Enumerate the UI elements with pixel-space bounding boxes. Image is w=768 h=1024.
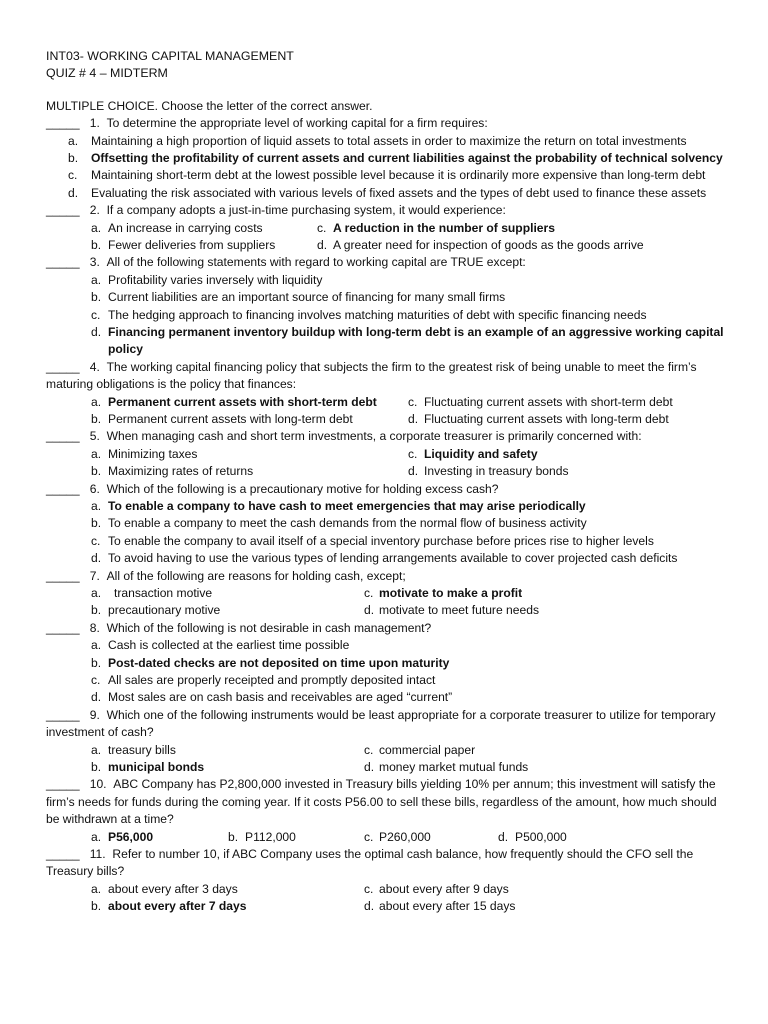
answer-blank[interactable]: _____: [46, 707, 80, 722]
question-11: [46, 846, 726, 881]
q2-options-row-1: [46, 220, 726, 237]
option-text: Permanent current assets with long-term debt: [108, 412, 353, 427]
q3-option-a: [46, 272, 726, 289]
question-text: Refer to number 10, if ABC Company uses the optimal cash balance, how frequently should the CFO sell the Treasury bills?: [46, 846, 694, 879]
option-letter: d.: [91, 551, 102, 566]
option-text: Maintaining a high proportion of liquid assets to total assets in order to maximize the return on total investments: [91, 133, 687, 148]
option-letter: b.: [91, 655, 102, 670]
answer-blank[interactable]: _____: [46, 620, 80, 635]
option-text: To enable a company to have cash to meet emergencies that may arise periodically: [108, 499, 586, 514]
answer-blank[interactable]: _____: [46, 429, 80, 444]
q7-options-row-1: [46, 585, 726, 602]
option-letter: c.: [408, 394, 418, 409]
option-text: Most sales are on cash basis and receivables are aged “current”: [108, 690, 453, 705]
option-text: about every after 7 days: [108, 899, 247, 914]
question-number: 11.: [89, 846, 106, 861]
quiz-title: QUIZ # 4 – MIDTERM: [46, 66, 168, 81]
option-text: money market mutual funds: [379, 759, 529, 774]
option-letter: a.: [91, 585, 102, 600]
instructions: MULTIPLE CHOICE. Choose the letter of the correct answer.: [46, 98, 373, 113]
question-number: 7.: [89, 568, 100, 583]
option-letter: a.: [91, 742, 102, 757]
option-text: treasury bills: [108, 742, 176, 757]
option-text: Investing in treasury bonds: [424, 464, 569, 479]
option-text: Fluctuating current assets with long-term debt: [424, 412, 669, 427]
q3-option-d: [46, 324, 726, 359]
q8-option-c: [46, 672, 726, 689]
q7-options-row-2: [46, 602, 726, 619]
option-text: P56,000: [108, 829, 154, 844]
question-2: [46, 202, 726, 219]
q6-option-a: [46, 498, 726, 515]
option-letter: a.: [91, 499, 102, 514]
option-letter: b.: [91, 464, 102, 479]
question-text: To determine the appropriate level of working capital for a firm requires:: [106, 116, 488, 131]
q11-options-row-1: [46, 881, 726, 898]
option-letter: b.: [91, 290, 102, 305]
option-letter: b.: [91, 516, 102, 531]
q9-options-row-2: [46, 759, 726, 776]
question-7: [46, 568, 726, 585]
option-letter: d.: [91, 690, 102, 705]
question-1: [46, 115, 726, 132]
option-letter: d.: [364, 899, 375, 914]
option-text: Fewer deliveries from suppliers: [108, 238, 276, 253]
option-letter: a.: [91, 272, 102, 287]
question-number: 6.: [89, 481, 100, 496]
option-text: A greater need for inspection of goods as the goods arrive: [333, 238, 644, 253]
option-text: To avoid having to use the various types of lending arrangements available to cover projected cash deficits: [108, 551, 678, 566]
option-letter: d.: [364, 759, 375, 774]
option-letter: c.: [364, 742, 374, 757]
option-text: transaction motive: [114, 585, 213, 600]
question-text: When managing cash and short term investments, a corporate treasurer is primarily concerned with:: [106, 429, 642, 444]
question-text: ABC Company has P2,800,000 invested in Treasury bills yielding 10% per annum; this investment will satisfy the firm’s needs for funds during the coming year. If it costs P56.00 to sell these bills, regardless of the amount, how much should be withdrawn at a time?: [46, 777, 717, 827]
option-letter: b.: [68, 151, 79, 166]
q10-options-row: [46, 829, 726, 846]
question-text: If a company adopts a just-in-time purchasing system, it would experience:: [106, 203, 506, 218]
option-text: Minimizing taxes: [108, 446, 198, 461]
option-text: Post-dated checks are not deposited on time upon maturity: [108, 655, 450, 670]
option-letter: d.: [317, 238, 328, 253]
question-8: [46, 620, 726, 637]
option-letter: c.: [364, 585, 374, 600]
q2-options-row-2: [46, 237, 726, 254]
question-5: [46, 428, 726, 445]
q5-options-row-1: [46, 446, 726, 463]
option-text: All sales are properly receipted and promptly deposited intact: [108, 672, 436, 687]
question-text: All of the following are reasons for holding cash, except;: [106, 568, 406, 583]
question-number: 1.: [89, 116, 100, 131]
q8-option-a: [46, 637, 726, 654]
option-text: Cash is collected at the earliest time possible: [108, 638, 350, 653]
answer-blank[interactable]: _____: [46, 777, 80, 792]
option-letter: b.: [91, 412, 102, 427]
option-text: To enable a company to meet the cash demands from the normal flow of business activity: [108, 516, 587, 531]
option-text: Offsetting the profitability of current assets and current liabilities against the probability of technical solvency: [91, 151, 723, 166]
option-letter: c.: [91, 672, 101, 687]
q5-options-row-2: [46, 463, 726, 480]
quiz-page: [46, 48, 726, 916]
option-letter: d.: [498, 829, 509, 844]
option-letter: a.: [91, 829, 102, 844]
question-number: 5.: [89, 429, 100, 444]
question-number: 3.: [89, 255, 100, 270]
option-letter: c.: [317, 220, 327, 235]
q11-options-row-2: [46, 898, 726, 915]
question-number: 9.: [89, 707, 100, 722]
option-text: Profitability varies inversely with liquidity: [108, 272, 323, 287]
option-letter: b.: [91, 759, 102, 774]
question-number: 4.: [89, 359, 100, 374]
option-text: Maximizing rates of returns: [108, 464, 254, 479]
answer-blank[interactable]: _____: [46, 116, 80, 131]
option-letter: a.: [91, 220, 102, 235]
option-text: The hedging approach to financing involves matching maturities of debt with specific financing needs: [108, 307, 647, 322]
q4-options-row-2: [46, 411, 726, 428]
option-text: about every after 9 days: [379, 881, 509, 896]
option-text: P112,000: [245, 829, 296, 844]
option-text: commercial paper: [379, 742, 476, 757]
option-text: A reduction in the number of suppliers: [333, 220, 555, 235]
option-letter: a.: [91, 446, 102, 461]
option-letter: c.: [91, 533, 101, 548]
option-text: Liquidity and safety: [424, 446, 538, 461]
question-3: [46, 254, 726, 271]
question-number: 2.: [89, 203, 100, 218]
option-text: motivate to meet future needs: [379, 603, 539, 618]
q9-options-row-1: [46, 742, 726, 759]
option-letter: a.: [68, 133, 79, 148]
answer-blank[interactable]: _____: [46, 203, 80, 218]
q3-option-c: [46, 307, 726, 324]
option-letter: c.: [68, 168, 78, 183]
option-text: P260,000: [379, 829, 431, 844]
answer-blank[interactable]: _____: [46, 255, 80, 270]
option-text: municipal bonds: [108, 759, 205, 774]
option-letter: b.: [91, 899, 102, 914]
option-letter: b.: [228, 829, 239, 844]
answer-blank[interactable]: _____: [46, 846, 80, 861]
question-text: Which of the following is a precautionary motive for holding excess cash?: [106, 481, 499, 496]
q6-option-d: [46, 550, 726, 567]
question-6: [46, 481, 726, 498]
option-letter: d.: [408, 464, 419, 479]
question-4: [46, 359, 726, 394]
question-10: [46, 776, 726, 828]
option-letter: a.: [91, 881, 102, 896]
option-text: motivate to make a profit: [379, 585, 523, 600]
option-text: Fluctuating current assets with short-term debt: [424, 394, 673, 409]
option-text: Permanent current assets with short-term debt: [108, 394, 377, 409]
question-text: Which of the following is not desirable in cash management?: [106, 620, 432, 635]
answer-blank[interactable]: _____: [46, 568, 80, 583]
option-letter: c.: [408, 446, 418, 461]
course-title: INT03- WORKING CAPITAL MANAGEMENT: [46, 49, 294, 63]
option-text: about every after 15 days: [379, 899, 516, 914]
option-text: Current liabilities are an important source of financing for many small firms: [108, 290, 506, 305]
option-letter: d.: [68, 185, 79, 200]
option-text: To enable the company to avail itself of a special inventory purchase before prices rise to higher levels: [108, 533, 654, 548]
question-9: [46, 707, 726, 742]
spacer: [46, 83, 726, 98]
option-letter: b.: [91, 238, 102, 253]
option-letter: b.: [91, 603, 102, 618]
answer-blank[interactable]: _____: [46, 359, 80, 374]
question-text: The working capital financing policy that subjects the firm to the greatest risk of being unable to meet the firm’s maturing obligations is the policy that finances:: [46, 359, 697, 392]
q1-option-c: [46, 167, 726, 184]
option-letter: c.: [91, 307, 101, 322]
option-text: P500,000: [515, 829, 567, 844]
option-text: Evaluating the risk associated with various levels of fixed assets and the types of debt used to finance these assets: [91, 185, 707, 200]
q1-option-a: [46, 133, 726, 150]
q6-option-c: [46, 533, 726, 550]
q1-option-b: [46, 150, 726, 167]
q1-option-d: [46, 185, 726, 202]
option-letter: d.: [364, 603, 375, 618]
q3-option-b: [46, 289, 726, 306]
option-letter: c.: [364, 881, 374, 896]
option-letter: a.: [91, 394, 102, 409]
q4-options-row-1: [46, 394, 726, 411]
option-text: precautionary motive: [108, 603, 221, 618]
question-text: Which one of the following instruments would be least appropriate for a corporate treasurer to utilize for temporary investment of cash?: [46, 707, 716, 740]
option-text: Maintaining short-term debt at the lowest possible level because it is ordinarily more expensive than long-term debt: [91, 168, 706, 183]
option-letter: d.: [408, 412, 419, 427]
question-text: All of the following statements with regard to working capital are TRUE except:: [106, 255, 526, 270]
q8-option-d: [46, 689, 726, 706]
question-number: 8.: [89, 620, 100, 635]
option-letter: a.: [91, 638, 102, 653]
answer-blank[interactable]: _____: [46, 481, 80, 496]
option-text: about every after 3 days: [108, 881, 238, 896]
option-letter: c.: [364, 829, 374, 844]
option-letter: d.: [91, 325, 102, 340]
q6-option-b: [46, 515, 726, 532]
option-text: An increase in carrying costs: [108, 220, 263, 235]
q8-option-b: [46, 655, 726, 672]
option-text: Financing permanent inventory buildup with long-term debt is an example of an aggressive working capital policy: [108, 325, 724, 357]
question-number: 10.: [89, 777, 107, 792]
